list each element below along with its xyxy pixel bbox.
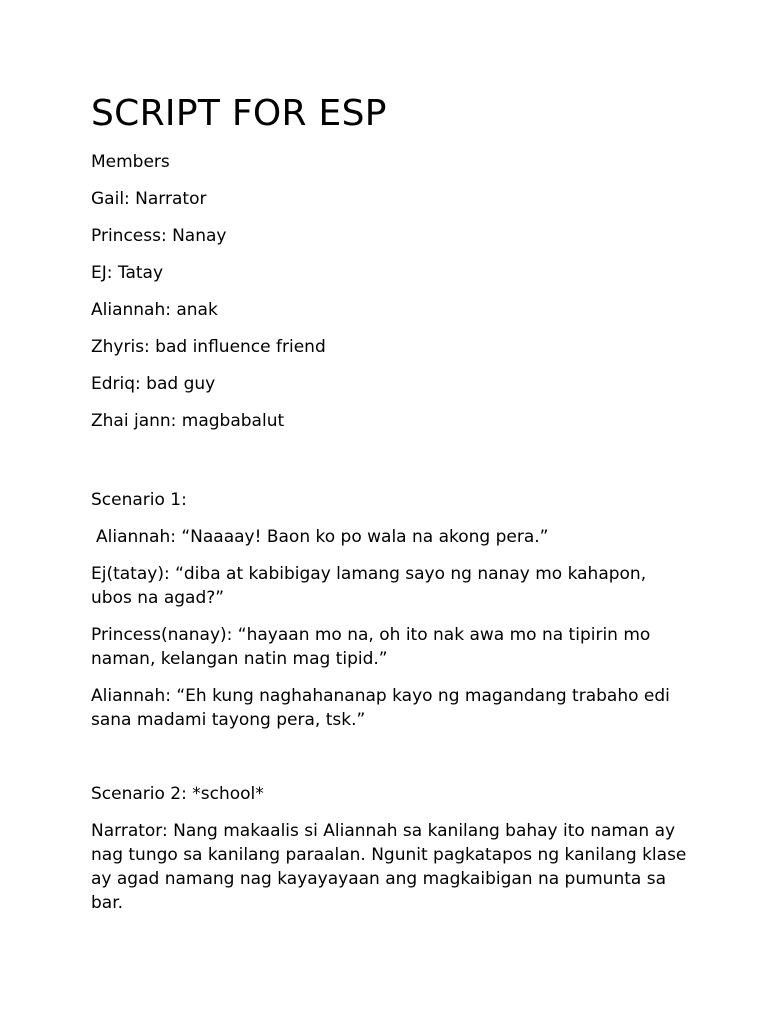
- document-title: SCRIPT FOR ESP: [91, 93, 387, 134]
- dialogue-line: Princess(nanay): “hayaan mo na, oh ito nak awa mo na tipirin mo naman, kelangan natin mag tipid.”: [91, 625, 651, 669]
- member-item: Zhai jann: magbabalut: [91, 411, 285, 431]
- member-item: Gail: Narrator: [91, 189, 207, 209]
- scenario-1-heading: Scenario 1:: [91, 490, 187, 510]
- member-item: Princess: Nanay: [91, 226, 227, 246]
- scenario-2-heading: Scenario 2: *school*: [91, 784, 264, 804]
- member-item: EJ: Tatay: [91, 263, 164, 283]
- members-list: [91, 187, 688, 433]
- member-item: Edriq: bad guy: [91, 374, 216, 394]
- narration-paragraph: Narrator: Nang makaalis si Aliannah sa kanilang bahay ito naman ay nag tungo sa kanilang paraalan. Ngunit pagkatapos ng kanilang klase ay agad namang nag kayayayaan ang magkaibigan na pumunta sa bar.: [91, 821, 687, 913]
- dialogue-line: Aliannah: “Eh kung naghahananap kayo ng magandang trabaho edi sana madami tayong pera, tsk.”: [91, 686, 670, 730]
- member-item: Aliannah: anak: [91, 300, 218, 320]
- member-item: Zhyris: bad influence friend: [91, 337, 326, 357]
- dialogue-line: Ej(tatay): “diba at kabibigay lamang sayo ng nanay mo kahapon, ubos na agad?”: [91, 564, 647, 608]
- members-label: Members: [91, 152, 170, 172]
- dialogue-line: Aliannah: “Naaaay! Baon ko po wala na akong pera.”: [96, 527, 549, 547]
